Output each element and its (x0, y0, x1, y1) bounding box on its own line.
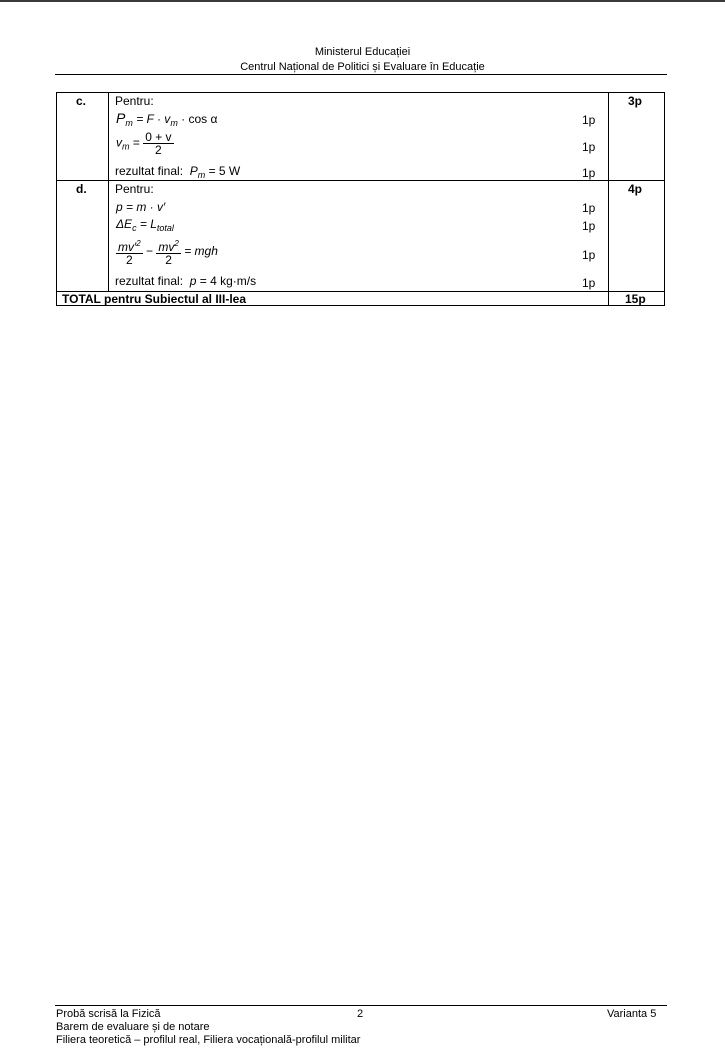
row-total: 3p (628, 94, 643, 108)
formula-mean-velocity: $v_m$ = $\frac{0 + v}{2}$ (116, 130, 172, 157)
points: 1p (582, 276, 596, 290)
formula-energy-theorem: $\frac{mv'^2}{2}$ − $\frac{mv^2}{2}$ = mgh (118, 239, 218, 267)
header-divider (55, 74, 667, 75)
points: 1p (582, 248, 596, 262)
footer-track: Filiera teoretică – profilul real, Filiera vocațională-profilul militar (56, 1034, 361, 1046)
grading-table (56, 92, 665, 306)
points: 1p (582, 166, 596, 180)
row-label: d. (76, 182, 87, 196)
total-label: TOTAL pentru Subiectul al III-lea (62, 292, 247, 306)
formula-power: $P_m = F \cdot v_m \cdot \cos \alpha$ (116, 110, 218, 128)
footer-divider (55, 1005, 667, 1006)
footer-exam: Probă scrisă la Fizică (56, 1008, 161, 1020)
header-ministry: Ministerul Educației (314, 46, 411, 58)
top-border (0, 0, 725, 2)
points: 1p (582, 140, 596, 154)
points: 1p (582, 113, 596, 127)
intro-text: Pentru: (115, 94, 154, 108)
row-total: 4p (628, 182, 643, 196)
formula-momentum: p = m · v′ (116, 200, 166, 214)
intro-text: Pentru: (115, 182, 154, 196)
points: 1p (582, 201, 596, 215)
points: 1p (582, 219, 596, 233)
header-center: Centrul Național de Politici și Evaluare în Educație (240, 61, 485, 73)
final-result: rezultat final: p = 4 kg·m/s (115, 274, 257, 288)
variant: Varianta 5 (607, 1008, 657, 1020)
footer-barem: Barem de evaluare și de notare (56, 1021, 210, 1033)
page-number: 2 (357, 1008, 364, 1020)
formula-kinetic-energy: $\Delta E_c = L_{total}$ (116, 217, 174, 233)
row-label: c. (76, 94, 87, 108)
final-result: rezultat final: $P_m = 5$ W (115, 164, 241, 180)
total-points: 15p (625, 292, 646, 306)
